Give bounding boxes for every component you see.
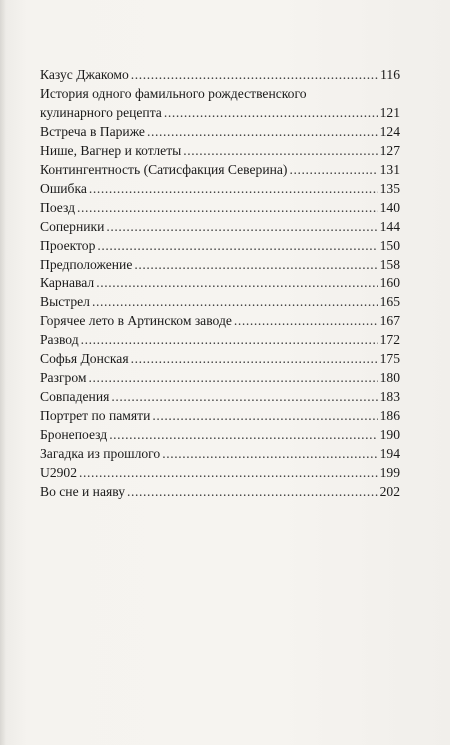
toc-entry bbox=[40, 369, 400, 388]
toc-entry-page: 160 bbox=[379, 275, 400, 291]
toc-leader-dots bbox=[131, 350, 378, 369]
toc-leader-dots bbox=[106, 218, 377, 237]
toc-entry-page: 202 bbox=[379, 483, 400, 499]
toc-entry-title: Развод bbox=[40, 332, 79, 348]
toc-entry-title: Казус Джакомо bbox=[40, 67, 129, 82]
toc-entry-title: Встреча в Париже bbox=[40, 123, 145, 139]
toc-entry-page: 186 bbox=[379, 408, 400, 424]
toc-entry-page: 194 bbox=[379, 446, 400, 462]
toc-entry-page: 127 bbox=[379, 142, 400, 158]
toc-entry bbox=[40, 256, 400, 275]
toc-entry bbox=[40, 407, 400, 426]
toc-leader-dots bbox=[77, 199, 378, 218]
toc-leader-dots bbox=[89, 180, 378, 199]
toc-entry bbox=[40, 161, 400, 180]
toc-entry bbox=[40, 123, 400, 142]
toc-entry bbox=[40, 293, 400, 312]
toc-entry-title: Проектор bbox=[40, 237, 96, 253]
toc-entry bbox=[40, 142, 400, 161]
toc-entry bbox=[40, 199, 400, 218]
toc-entry bbox=[40, 312, 400, 331]
toc-entry bbox=[40, 274, 400, 293]
toc-entry bbox=[40, 85, 400, 123]
toc-entry-title: Во сне и наяву bbox=[40, 483, 125, 499]
toc-entry-page: 131 bbox=[379, 161, 400, 177]
toc-entry-title: Совпадения bbox=[40, 389, 110, 405]
toc-leader-dots bbox=[134, 256, 377, 275]
toc-entry-title: Загадка из прошлого bbox=[40, 446, 161, 462]
toc-entry bbox=[40, 218, 400, 237]
toc-entry-title: Поезд bbox=[40, 199, 76, 215]
toc-entry-title: U2902 bbox=[40, 465, 78, 481]
toc-entry-page: 183 bbox=[379, 389, 400, 405]
toc-entry-page: 172 bbox=[379, 332, 400, 348]
toc-leader-dots bbox=[109, 426, 377, 445]
toc-entry-title: Выстрел bbox=[40, 294, 90, 310]
toc-entry-title: Портрет по памяти bbox=[40, 408, 151, 424]
toc-leader-dots bbox=[183, 142, 377, 161]
toc-entry-page: 165 bbox=[379, 294, 400, 310]
toc-entry-page: 121 bbox=[379, 104, 400, 120]
toc-leader-dots bbox=[147, 123, 378, 142]
toc-entry-page: 124 bbox=[379, 123, 400, 139]
toc-entry bbox=[40, 237, 400, 256]
toc-entry-title: Ошибка bbox=[40, 180, 87, 196]
toc-entry bbox=[40, 331, 400, 350]
toc-entry-page: 116 bbox=[380, 67, 400, 82]
toc-leader-dots bbox=[289, 161, 377, 180]
toc-entry-page: 140 bbox=[379, 199, 400, 215]
toc-leader-dots bbox=[111, 388, 377, 407]
toc-entry-page: 135 bbox=[379, 180, 400, 196]
toc-leader-dots bbox=[79, 464, 378, 483]
page-gutter-shadow bbox=[0, 0, 6, 745]
toc-entry bbox=[40, 66, 400, 85]
toc-entry-page: 158 bbox=[379, 256, 400, 272]
toc-leader-dots bbox=[97, 237, 377, 256]
toc-entry-page: 199 bbox=[379, 465, 400, 481]
toc-entry-title: Бронепоезд bbox=[40, 427, 108, 443]
toc-leader-dots bbox=[96, 274, 377, 293]
toc-entry-title: Нише, Вагнер и котлеты bbox=[40, 142, 182, 158]
toc-entry bbox=[40, 464, 400, 483]
toc-entry-page: 180 bbox=[379, 370, 400, 386]
toc-entry bbox=[40, 426, 400, 445]
toc-entry-page: 175 bbox=[379, 351, 400, 367]
toc-leader-dots bbox=[162, 445, 377, 464]
toc-entry-title: Соперники bbox=[40, 218, 105, 234]
toc-entry bbox=[40, 445, 400, 464]
toc-leader-dots bbox=[127, 483, 378, 502]
toc-leader-dots bbox=[81, 331, 378, 350]
toc-leader-dots bbox=[152, 407, 377, 426]
table-of-contents bbox=[40, 66, 400, 502]
toc-entry bbox=[40, 483, 400, 502]
toc-leader-dots bbox=[92, 293, 378, 312]
toc-leader-dots bbox=[164, 104, 378, 123]
toc-entry bbox=[40, 388, 400, 407]
toc-entry-title: Предположение bbox=[40, 256, 133, 272]
toc-entry-title: Разгром bbox=[40, 370, 87, 386]
toc-leader-dots bbox=[131, 66, 378, 85]
toc-entry-title-line1: История одного фамильного рождественского bbox=[40, 85, 307, 101]
toc-entry bbox=[40, 180, 400, 199]
toc-entry-title: Горячее лето в Артинском заводе bbox=[40, 313, 232, 329]
toc-leader-dots bbox=[88, 369, 377, 388]
toc-entry-title: Контингентность (Сатисфакция Северина) bbox=[40, 161, 288, 177]
toc-entry-title: Карнавал bbox=[40, 275, 95, 291]
toc-entry-page: 150 bbox=[379, 237, 400, 253]
toc-entry-page: 167 bbox=[379, 313, 400, 329]
toc-entry-title: Софья Донская bbox=[40, 351, 129, 367]
toc-entry bbox=[40, 350, 400, 369]
toc-entry-title: кулинарного рецепта bbox=[40, 104, 162, 120]
toc-entry-page: 144 bbox=[379, 218, 400, 234]
toc-entry-page: 190 bbox=[379, 427, 400, 443]
toc-leader-dots bbox=[234, 312, 378, 331]
